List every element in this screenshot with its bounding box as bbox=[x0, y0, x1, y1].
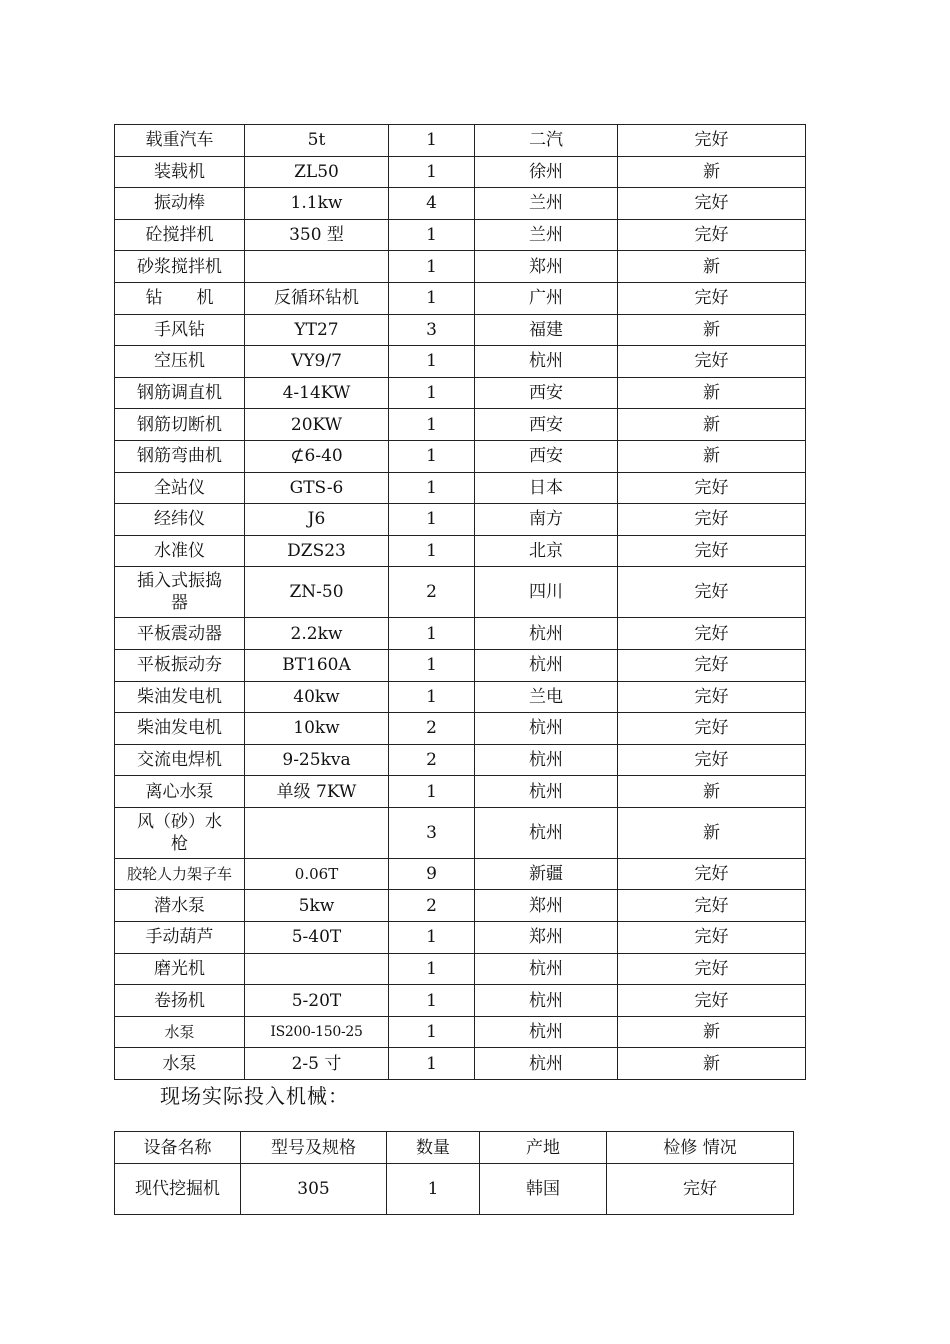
origin-cell: 杭州 bbox=[475, 985, 618, 1017]
model-cell: YT27 bbox=[245, 314, 389, 346]
model-cell: 1.1kw bbox=[245, 188, 389, 220]
model-cell: 5-40T bbox=[245, 922, 389, 954]
table-row bbox=[115, 251, 806, 283]
status-cell: 新 bbox=[618, 776, 806, 808]
quantity-cell: 1 bbox=[389, 125, 475, 157]
table-row bbox=[115, 472, 806, 504]
status-cell: 新 bbox=[618, 314, 806, 346]
quantity-cell: 1 bbox=[389, 377, 475, 409]
model-cell: BT160A bbox=[245, 649, 389, 681]
quantity-cell: 1 bbox=[389, 953, 475, 985]
quantity-cell: 1 bbox=[389, 985, 475, 1017]
model-cell: 2.2kw bbox=[245, 618, 389, 650]
equipment-name-cell: 风（砂）水枪 bbox=[115, 807, 245, 858]
status-cell: 完好 bbox=[618, 649, 806, 681]
equipment-name-cell: 插入式振捣器 bbox=[115, 567, 245, 618]
header-quantity: 数量 bbox=[387, 1132, 480, 1164]
equipment-table-body bbox=[115, 125, 806, 1080]
table-row bbox=[115, 409, 806, 441]
actual-equipment-table bbox=[114, 1131, 794, 1215]
equipment-name-cell: 砂浆搅拌机 bbox=[115, 251, 245, 283]
quantity-cell: 3 bbox=[389, 314, 475, 346]
equipment-name-cell: 经纬仪 bbox=[115, 504, 245, 536]
table-row bbox=[115, 282, 806, 314]
origin-cell: 日本 bbox=[475, 472, 618, 504]
model-cell bbox=[245, 251, 389, 283]
quantity-cell: 1 bbox=[389, 649, 475, 681]
section-heading: 现场实际投入机械： bbox=[160, 1084, 349, 1108]
equipment-name-cell: 全站仪 bbox=[115, 472, 245, 504]
origin-cell: 杭州 bbox=[475, 1016, 618, 1048]
model-cell: J6 bbox=[245, 504, 389, 536]
equipment-name-cell: 空压机 bbox=[115, 346, 245, 378]
equipment-name-cell: 磨光机 bbox=[115, 953, 245, 985]
table-row bbox=[115, 1048, 806, 1080]
origin-cell: 西安 bbox=[475, 440, 618, 472]
model-cell: 4-14KW bbox=[245, 377, 389, 409]
model-cell: 5kw bbox=[245, 890, 389, 922]
quantity-cell: 2 bbox=[389, 744, 475, 776]
status-cell: 新 bbox=[618, 440, 806, 472]
table-header-row bbox=[115, 1132, 794, 1164]
header-inspection-status: 检修 情况 bbox=[607, 1132, 794, 1164]
equipment-name-cell: 柴油发电机 bbox=[115, 681, 245, 713]
header-origin: 产地 bbox=[480, 1132, 607, 1164]
equipment-name-cell: 载重汽车 bbox=[115, 125, 245, 157]
quantity-cell: 1 bbox=[389, 535, 475, 567]
status-cell: 完好 bbox=[618, 681, 806, 713]
status-cell: 完好 bbox=[618, 472, 806, 504]
table-row bbox=[115, 985, 806, 1017]
quantity-cell: 2 bbox=[389, 567, 475, 618]
model-cell: VY9/7 bbox=[245, 346, 389, 378]
quantity-cell: 1 bbox=[389, 1016, 475, 1048]
quantity-cell: 1 bbox=[389, 618, 475, 650]
equipment-name-cell: 平板震动器 bbox=[115, 618, 245, 650]
model-cell: 10kw bbox=[245, 713, 389, 745]
equipment-name-cell: 水泵 bbox=[115, 1016, 245, 1048]
table-row bbox=[115, 346, 806, 378]
model-cell: 2-5 寸 bbox=[245, 1048, 389, 1080]
table-row bbox=[115, 681, 806, 713]
quantity-cell: 2 bbox=[389, 890, 475, 922]
status-cell: 完好 bbox=[618, 922, 806, 954]
model-cell: 305 bbox=[241, 1164, 387, 1215]
quantity-cell: 9 bbox=[389, 858, 475, 890]
table-row bbox=[115, 776, 806, 808]
equipment-name-cell: 交流电焊机 bbox=[115, 744, 245, 776]
quantity-cell: 1 bbox=[389, 504, 475, 536]
status-cell: 新 bbox=[618, 1016, 806, 1048]
equipment-name-cell: 柴油发电机 bbox=[115, 713, 245, 745]
model-cell: ⊄6-40 bbox=[245, 440, 389, 472]
status-cell: 新 bbox=[618, 377, 806, 409]
table-row bbox=[115, 1164, 794, 1215]
status-cell: 完好 bbox=[618, 567, 806, 618]
table-row bbox=[115, 188, 806, 220]
quantity-cell: 1 bbox=[389, 346, 475, 378]
origin-cell: 杭州 bbox=[475, 346, 618, 378]
status-cell: 完好 bbox=[618, 125, 806, 157]
status-cell: 新 bbox=[618, 807, 806, 858]
origin-cell: 韩国 bbox=[480, 1164, 607, 1215]
origin-cell: 南方 bbox=[475, 504, 618, 536]
quantity-cell: 1 bbox=[389, 776, 475, 808]
table-row bbox=[115, 567, 806, 618]
status-cell: 完好 bbox=[618, 346, 806, 378]
equipment-name-cell: 水准仪 bbox=[115, 535, 245, 567]
equipment-name-cell: 潜水泵 bbox=[115, 890, 245, 922]
status-cell: 完好 bbox=[607, 1164, 794, 1215]
header-equipment-name: 设备名称 bbox=[115, 1132, 241, 1164]
model-cell: DZS23 bbox=[245, 535, 389, 567]
status-cell: 新 bbox=[618, 409, 806, 441]
status-cell: 完好 bbox=[618, 985, 806, 1017]
origin-cell: 兰州 bbox=[475, 188, 618, 220]
origin-cell: 兰州 bbox=[475, 219, 618, 251]
status-cell: 完好 bbox=[618, 744, 806, 776]
table-row bbox=[115, 618, 806, 650]
origin-cell: 兰电 bbox=[475, 681, 618, 713]
table-row bbox=[115, 314, 806, 346]
quantity-cell: 4 bbox=[389, 188, 475, 220]
origin-cell: 杭州 bbox=[475, 953, 618, 985]
origin-cell: 二汽 bbox=[475, 125, 618, 157]
origin-cell: 福建 bbox=[475, 314, 618, 346]
equipment-name-cell: 振动棒 bbox=[115, 188, 245, 220]
status-cell: 完好 bbox=[618, 504, 806, 536]
table-row bbox=[115, 744, 806, 776]
quantity-cell: 3 bbox=[389, 807, 475, 858]
model-cell: GTS-6 bbox=[245, 472, 389, 504]
quantity-cell: 1 bbox=[389, 251, 475, 283]
table-row bbox=[115, 535, 806, 567]
equipment-name-cell: 离心水泵 bbox=[115, 776, 245, 808]
origin-cell: 郑州 bbox=[475, 251, 618, 283]
model-cell: ZN-50 bbox=[245, 567, 389, 618]
status-cell: 完好 bbox=[618, 890, 806, 922]
origin-cell: 新疆 bbox=[475, 858, 618, 890]
equipment-name-cell: 现代挖掘机 bbox=[115, 1164, 241, 1215]
origin-cell: 广州 bbox=[475, 282, 618, 314]
quantity-cell: 1 bbox=[389, 282, 475, 314]
status-cell: 完好 bbox=[618, 618, 806, 650]
status-cell: 完好 bbox=[618, 713, 806, 745]
equipment-name-cell: 手风钻 bbox=[115, 314, 245, 346]
equipment-name-cell: 钢筋切断机 bbox=[115, 409, 245, 441]
quantity-cell: 1 bbox=[389, 681, 475, 713]
origin-cell: 杭州 bbox=[475, 1048, 618, 1080]
table-row bbox=[115, 1016, 806, 1048]
model-cell: 0.06T bbox=[245, 858, 389, 890]
table-row bbox=[115, 440, 806, 472]
table-row bbox=[115, 953, 806, 985]
status-cell: 新 bbox=[618, 1048, 806, 1080]
model-cell: 5-20T bbox=[245, 985, 389, 1017]
table-row bbox=[115, 377, 806, 409]
origin-cell: 杭州 bbox=[475, 807, 618, 858]
quantity-cell: 1 bbox=[389, 409, 475, 441]
status-cell: 完好 bbox=[618, 953, 806, 985]
table-row bbox=[115, 504, 806, 536]
table-row bbox=[115, 858, 806, 890]
equipment-name-cell: 卷扬机 bbox=[115, 985, 245, 1017]
model-cell bbox=[245, 807, 389, 858]
model-cell: ZL50 bbox=[245, 156, 389, 188]
status-cell: 完好 bbox=[618, 219, 806, 251]
status-cell: 新 bbox=[618, 156, 806, 188]
origin-cell: 杭州 bbox=[475, 713, 618, 745]
quantity-cell: 1 bbox=[389, 440, 475, 472]
origin-cell: 杭州 bbox=[475, 744, 618, 776]
table-row bbox=[115, 890, 806, 922]
quantity-cell: 1 bbox=[389, 219, 475, 251]
model-cell: 350 型 bbox=[245, 219, 389, 251]
equipment-name-cell: 水泵 bbox=[115, 1048, 245, 1080]
model-cell: IS200-150-25 bbox=[245, 1016, 389, 1048]
quantity-cell: 2 bbox=[389, 713, 475, 745]
equipment-name-cell: 钢筋弯曲机 bbox=[115, 440, 245, 472]
model-cell bbox=[245, 953, 389, 985]
header-model-spec: 型号及规格 bbox=[241, 1132, 387, 1164]
table-row bbox=[115, 125, 806, 157]
quantity-cell: 1 bbox=[389, 922, 475, 954]
table-row bbox=[115, 713, 806, 745]
equipment-name-cell: 装载机 bbox=[115, 156, 245, 188]
status-cell: 完好 bbox=[618, 858, 806, 890]
quantity-cell: 1 bbox=[389, 156, 475, 188]
equipment-name-cell: 钢筋调直机 bbox=[115, 377, 245, 409]
model-cell: 40kw bbox=[245, 681, 389, 713]
table-row bbox=[115, 649, 806, 681]
model-cell: 反循环钻机 bbox=[245, 282, 389, 314]
equipment-table bbox=[114, 124, 806, 1080]
origin-cell: 杭州 bbox=[475, 776, 618, 808]
table-row bbox=[115, 922, 806, 954]
status-cell: 完好 bbox=[618, 188, 806, 220]
origin-cell: 西安 bbox=[475, 409, 618, 441]
model-cell: 单级 7KW bbox=[245, 776, 389, 808]
table-row bbox=[115, 156, 806, 188]
quantity-cell: 1 bbox=[389, 472, 475, 504]
origin-cell: 北京 bbox=[475, 535, 618, 567]
status-cell: 新 bbox=[618, 251, 806, 283]
quantity-cell: 1 bbox=[387, 1164, 480, 1215]
status-cell: 完好 bbox=[618, 535, 806, 567]
origin-cell: 杭州 bbox=[475, 618, 618, 650]
quantity-cell: 1 bbox=[389, 1048, 475, 1080]
table-row bbox=[115, 807, 806, 858]
origin-cell: 杭州 bbox=[475, 649, 618, 681]
equipment-name-cell: 手动葫芦 bbox=[115, 922, 245, 954]
origin-cell: 郑州 bbox=[475, 890, 618, 922]
model-cell: 5t bbox=[245, 125, 389, 157]
origin-cell: 徐州 bbox=[475, 156, 618, 188]
table-row bbox=[115, 219, 806, 251]
model-cell: 9-25kva bbox=[245, 744, 389, 776]
status-cell: 完好 bbox=[618, 282, 806, 314]
equipment-name-cell: 砼搅拌机 bbox=[115, 219, 245, 251]
origin-cell: 四川 bbox=[475, 567, 618, 618]
equipment-name-cell: 胶轮人力架子车 bbox=[115, 858, 245, 890]
origin-cell: 郑州 bbox=[475, 922, 618, 954]
origin-cell: 西安 bbox=[475, 377, 618, 409]
equipment-name-cell: 钻 机 bbox=[115, 282, 245, 314]
model-cell: 20KW bbox=[245, 409, 389, 441]
equipment-name-cell: 平板振动夯 bbox=[115, 649, 245, 681]
